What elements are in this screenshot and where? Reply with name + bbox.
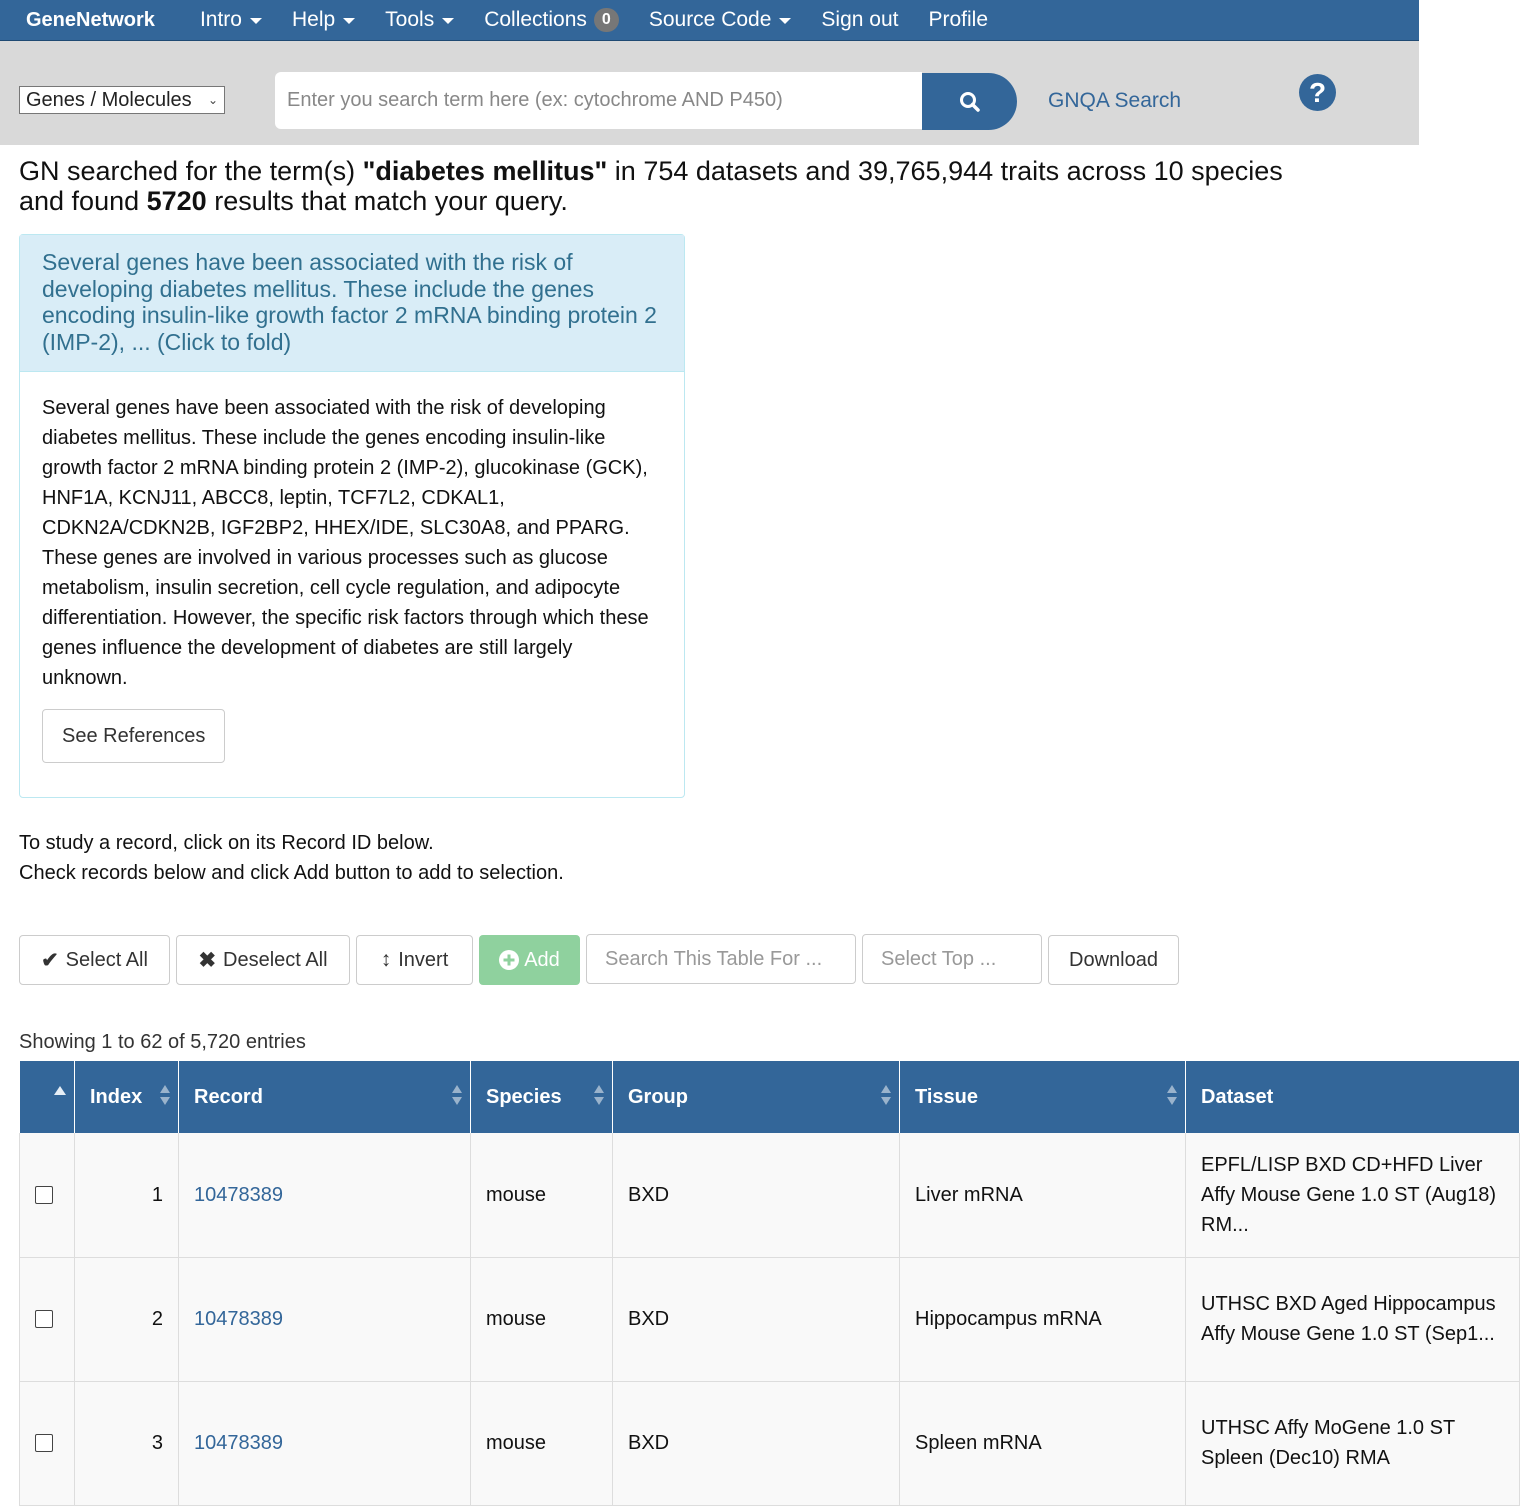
summary-count: 5720: [146, 186, 207, 216]
instruction-line-1: To study a record, click on its Record ID below.: [19, 832, 434, 854]
column-header-index[interactable]: [75, 1061, 179, 1133]
deselect-all-label: Deselect All: [223, 948, 328, 971]
search-bar: [0, 41, 1419, 145]
instructions: [19, 828, 564, 888]
row-index: 2: [75, 1257, 179, 1381]
sort-icon: [452, 1085, 462, 1109]
row-tissue: Hippocampus mRNA: [900, 1257, 1186, 1381]
caret-down-icon: [343, 18, 355, 24]
nav-help[interactable]: [292, 8, 355, 32]
table-header-row: [20, 1061, 1520, 1133]
caret-down-icon: [442, 18, 454, 24]
record-link[interactable]: 10478389: [194, 1308, 283, 1330]
ai-summary-body: [20, 372, 684, 784]
collections-count-badge: 0: [594, 8, 619, 32]
column-header-label: Record: [194, 1085, 263, 1108]
row-group: BXD: [613, 1381, 900, 1505]
column-header-label: Tissue: [915, 1085, 978, 1108]
sort-icon: [1167, 1085, 1177, 1109]
row-species: mouse: [471, 1381, 613, 1505]
select-all-button[interactable]: [19, 935, 170, 985]
row-index: 1: [75, 1133, 179, 1257]
vertical-arrows-icon: ↕: [380, 948, 392, 971]
table-row: [20, 1381, 1520, 1505]
deselect-all-button[interactable]: [176, 935, 350, 985]
search-button[interactable]: [922, 73, 1017, 130]
column-header-label: Index: [90, 1085, 143, 1108]
column-header-label: Species: [486, 1085, 562, 1108]
summary-middle: in 754 datasets and 39,765,944 traits across 10 species and found: [19, 156, 1283, 216]
row-index: 3: [75, 1381, 179, 1505]
column-header-record[interactable]: [179, 1061, 471, 1133]
help-icon[interactable]: ?: [1299, 74, 1336, 111]
row-checkbox[interactable]: [35, 1186, 53, 1204]
chevron-down-icon: ⌄: [207, 93, 218, 107]
add-label: Add: [524, 948, 560, 971]
instruction-line-2: Check records below and click Add button to add to selection.: [19, 862, 564, 884]
search-type-select[interactable]: [19, 86, 225, 114]
nav-tools[interactable]: [385, 8, 454, 32]
row-dataset[interactable]: EPFL/LISP BXD CD+HFD Liver Affy Mouse Gene 1.0 ST (Aug18) RM...: [1186, 1133, 1520, 1257]
row-dataset[interactable]: UTHSC Affy MoGene 1.0 ST Spleen (Dec10) RMA: [1186, 1381, 1520, 1505]
search-summary: [19, 156, 1319, 216]
results-table-wrapper: [19, 1061, 1496, 1510]
row-record-cell: [179, 1133, 471, 1257]
nav-tools-label: Tools: [385, 8, 435, 31]
row-select-cell: [20, 1257, 75, 1381]
summary-prefix: GN searched for the term(s): [19, 156, 363, 186]
summary-suffix: results that match your query.: [206, 186, 568, 216]
column-header-group[interactable]: [613, 1061, 900, 1133]
see-references-button[interactable]: See References: [42, 709, 225, 763]
top-navbar: [0, 0, 1419, 41]
nav-collections[interactable]: [484, 8, 619, 32]
summary-term: "diabetes mellitus": [362, 156, 608, 186]
column-header-label: Group: [628, 1085, 688, 1108]
column-header-select[interactable]: [20, 1061, 75, 1133]
gnqa-search-link[interactable]: GNQA Search: [1048, 89, 1182, 112]
nav-intro-label: Intro: [199, 8, 242, 31]
row-select-cell: [20, 1381, 75, 1505]
row-tissue: Spleen mRNA: [900, 1381, 1186, 1505]
x-icon: ✖: [198, 948, 217, 972]
row-species: mouse: [471, 1133, 613, 1257]
entries-info: Showing 1 to 62 of 5,720 entries: [19, 1031, 306, 1053]
results-table: [19, 1061, 1520, 1506]
table-search-input[interactable]: [586, 934, 856, 984]
nav-intro[interactable]: [200, 8, 262, 32]
column-header-species[interactable]: [471, 1061, 613, 1133]
nav-collections-label: Collections: [484, 8, 587, 31]
row-record-cell: [179, 1381, 471, 1505]
row-select-cell: [20, 1133, 75, 1257]
search-type-value: Genes / Molecules: [26, 88, 192, 111]
column-header-dataset[interactable]: [1186, 1061, 1520, 1133]
record-link[interactable]: 10478389: [194, 1432, 283, 1454]
column-header-label: Dataset: [1201, 1085, 1274, 1108]
row-tissue: Liver mRNA: [900, 1133, 1186, 1257]
ai-summary-text: Several genes have been associated with the risk of developing diabetes mellitus. These include the genes encoding insulin-like growth factor 2 mRNA binding protein 2 (IMP-2), glucokinase (GCK), HNF1A, KCNJ11, ABCC8, leptin, TCF7L2, CDKAL1, CDKN2A/CDKN2B, IGF2BP2, HHEX/IDE, SLC30A8, and PPARG. These genes are involved in various processes such as glucose metabolism, insulin secretion, cell cycle regulation, and adipocyte differentiation. However, the specific risk factors through which these genes influence the development of diabetes are still largely unknown.: [42, 397, 649, 689]
row-group: BXD: [613, 1257, 900, 1381]
nav-source-code-label: Source Code: [648, 8, 772, 31]
caret-down-icon: [779, 18, 791, 24]
check-icon: ✔: [41, 948, 59, 972]
download-button[interactable]: Download: [1048, 935, 1179, 985]
sort-asc-icon: [54, 1086, 66, 1095]
plus-circle-icon: [499, 950, 519, 970]
select-top-input[interactable]: [862, 934, 1042, 984]
record-link[interactable]: 10478389: [194, 1183, 283, 1206]
nav-help-label: Help: [291, 8, 336, 31]
brand-link[interactable]: GeneNetwork: [26, 8, 155, 31]
invert-button[interactable]: [356, 935, 473, 985]
table-row: [20, 1133, 1520, 1257]
row-checkbox[interactable]: [35, 1434, 53, 1452]
sort-icon: [160, 1085, 170, 1109]
nav-sign-out[interactable]: Sign out: [821, 8, 899, 31]
table-row: [20, 1257, 1520, 1381]
sort-icon: [881, 1085, 891, 1109]
nav-profile[interactable]: Profile: [928, 8, 988, 31]
select-all-label: Select All: [65, 948, 148, 971]
ai-summary-toggle[interactable]: Several genes have been associated with the risk of developing diabetes mellitus. These include the genes encoding insulin-like growth factor 2 mRNA binding protein 2 (IMP-2), ... (Click to fold): [20, 235, 684, 372]
search-input[interactable]: [275, 72, 922, 129]
column-header-tissue[interactable]: [900, 1061, 1186, 1133]
add-button[interactable]: [479, 935, 580, 985]
row-record-cell: [179, 1257, 471, 1381]
row-checkbox[interactable]: [35, 1310, 53, 1328]
search-icon: [959, 91, 981, 113]
sort-icon: [594, 1085, 604, 1109]
row-species: mouse: [471, 1257, 613, 1381]
ai-summary-panel: [19, 234, 685, 798]
caret-down-icon: [250, 18, 262, 24]
nav-source-code[interactable]: [649, 8, 792, 32]
invert-label: Invert: [398, 948, 449, 971]
row-group: BXD: [613, 1133, 900, 1257]
row-dataset[interactable]: UTHSC BXD Aged Hippocampus Affy Mouse Gene 1.0 ST (Sep1...: [1186, 1257, 1520, 1381]
